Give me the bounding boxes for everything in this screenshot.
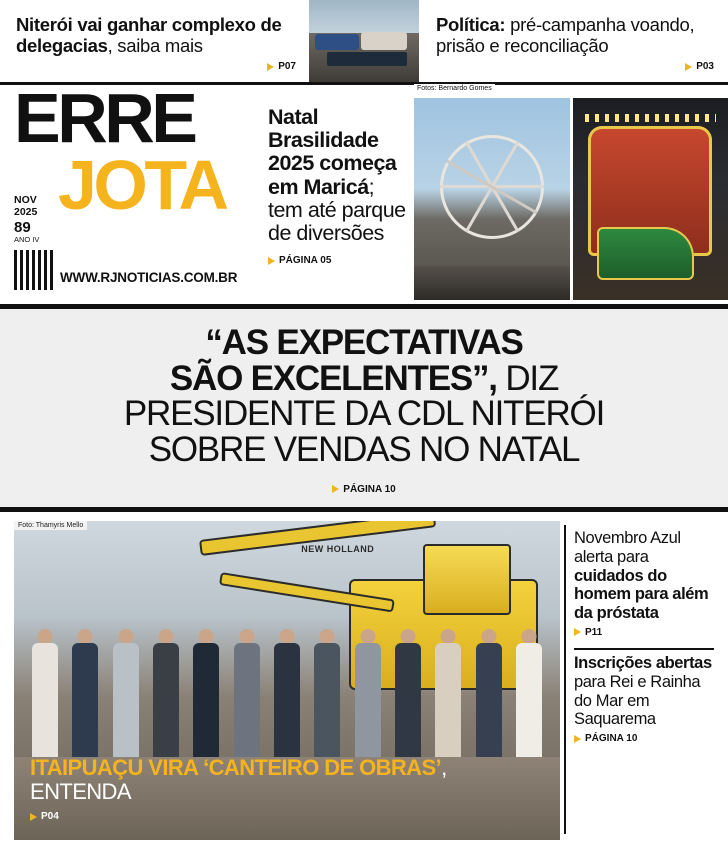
feature-photo-credit: Fotos: Bernardo Gomes <box>414 84 495 93</box>
date-block <box>14 194 56 245</box>
sidebar-column <box>564 517 728 844</box>
person <box>308 629 346 757</box>
person <box>147 629 185 757</box>
person <box>349 629 387 757</box>
banner-line-1: “AS EXPECTATIVAS <box>205 323 523 362</box>
banner-line-3: PRESIDENTE DA CDL NITERÓI <box>123 394 605 434</box>
top-story-right[interactable] <box>420 0 728 82</box>
main-photo-headline-text <box>30 756 470 805</box>
feature-headline-light: ; tem até parque de diversões <box>268 174 406 246</box>
triangle-icon <box>268 257 275 265</box>
feature-pageref[interactable] <box>268 255 406 266</box>
top-right-label: Política: <box>436 14 506 35</box>
top-left-pageref[interactable] <box>267 61 296 72</box>
sidebar-item-novembro-azul[interactable] <box>574 525 714 638</box>
person <box>107 629 145 757</box>
main-photo-headline-light: , ENTENDA <box>30 754 447 805</box>
logo-erre: ERRE <box>14 79 195 157</box>
ride-lights <box>585 114 716 122</box>
triangle-icon <box>30 813 37 821</box>
person <box>429 629 467 757</box>
banner-line-4: SOBRE VENDAS NO NATAL <box>148 430 580 470</box>
qr-code[interactable] <box>14 250 54 290</box>
person <box>26 629 64 757</box>
sidebar-item-0-bold: cuidados do homem para além da próstata <box>574 566 709 623</box>
ride-green-detail <box>597 227 693 280</box>
main-photo-pageref[interactable] <box>30 811 470 822</box>
triangle-icon <box>267 63 274 71</box>
person <box>469 629 507 757</box>
person <box>389 629 427 757</box>
crowd-area <box>414 266 570 300</box>
date-year: 2025 <box>14 206 38 219</box>
feature-photos <box>414 84 728 300</box>
top-street-photo <box>308 0 420 82</box>
main-photo-credit: Foto: Thamyris Mello <box>14 521 87 530</box>
triangle-icon <box>332 485 339 493</box>
edition-number: 89 <box>14 218 31 236</box>
feature-story-text[interactable] <box>262 84 414 300</box>
sidebar-item-1-bold: Inscrições abertas <box>574 653 712 672</box>
top-left-headline-bold: Niterói vai ganhar complexo de delegacias <box>16 14 282 57</box>
sidebar-item-0-pageref[interactable] <box>574 627 714 638</box>
edition-label: ANO IV <box>14 235 40 245</box>
main-photo-headline <box>30 756 470 822</box>
date-month: NOV <box>14 194 37 206</box>
person <box>66 629 104 757</box>
excavator-cab <box>423 544 511 615</box>
main-photo-page: P04 <box>41 811 59 822</box>
person <box>510 629 548 757</box>
triangle-icon <box>574 628 581 636</box>
banner-line-2-bold: SÃO EXCELENTES”, <box>169 358 497 398</box>
machine-brand-label: NEW HOLLAND <box>301 543 375 554</box>
top-left-headline-light: , saiba mais <box>107 35 203 57</box>
group-of-people <box>14 629 560 757</box>
triangle-icon <box>685 63 692 71</box>
banner-page: PÁGINA 10 <box>343 483 396 495</box>
logo-jota: JOTA <box>58 146 226 225</box>
person <box>268 629 306 757</box>
main-photo-headline-bold: ITAIPUAÇU VIRA ‘CANTEIRO DE OBRAS’ <box>30 754 442 780</box>
masthead-area <box>0 79 728 300</box>
feature-headline-bold: Natal Brasilidade 2025 começa em Maricá <box>268 105 397 199</box>
logo-block[interactable] <box>0 79 262 300</box>
sidebar-item-text <box>574 529 714 623</box>
feature-page: PÁGINA 05 <box>279 255 332 267</box>
top-right-page: P03 <box>696 61 714 72</box>
ferris-wheel-photo <box>414 98 570 300</box>
sidebar-item-0-light: Novembro Azul alerta para <box>574 529 681 566</box>
feature-headline <box>268 106 406 245</box>
top-story-left[interactable] <box>0 0 308 82</box>
sidebar-item-1-light: para Rei e Rainha do Mar em Saquarema <box>574 672 701 729</box>
banner-headline-text <box>18 325 710 468</box>
top-right-headline <box>436 14 714 56</box>
sidebar-item-1-page: PÁGINA 10 <box>585 733 638 745</box>
top-left-page: P07 <box>278 61 296 72</box>
banner-line-2-light: DIZ <box>496 358 559 398</box>
sidebar-item-text <box>574 654 714 729</box>
top-left-headline <box>16 14 298 56</box>
triangle-icon <box>574 735 581 743</box>
sidebar-item-1-pageref[interactable] <box>574 733 714 744</box>
top-right-headline-text: pré-campanha voando, prisão e reconciliação <box>436 14 695 57</box>
website-url[interactable]: WWW.RJNOTICIAS.COM.BR <box>60 270 238 285</box>
banner-pageref[interactable] <box>18 484 710 495</box>
main-banner-headline[interactable] <box>0 304 728 512</box>
sidebar-item-0-page: P11 <box>585 626 603 638</box>
person <box>228 629 266 757</box>
person <box>187 629 225 757</box>
top-strip <box>0 0 728 82</box>
top-right-pageref[interactable] <box>685 61 714 72</box>
carnival-ride-photo <box>573 98 728 300</box>
main-photo[interactable] <box>14 521 560 840</box>
sidebar-item-rei-rainha-do-mar[interactable] <box>574 650 714 744</box>
vertical-divider <box>564 525 566 834</box>
bottom-section <box>0 517 728 844</box>
